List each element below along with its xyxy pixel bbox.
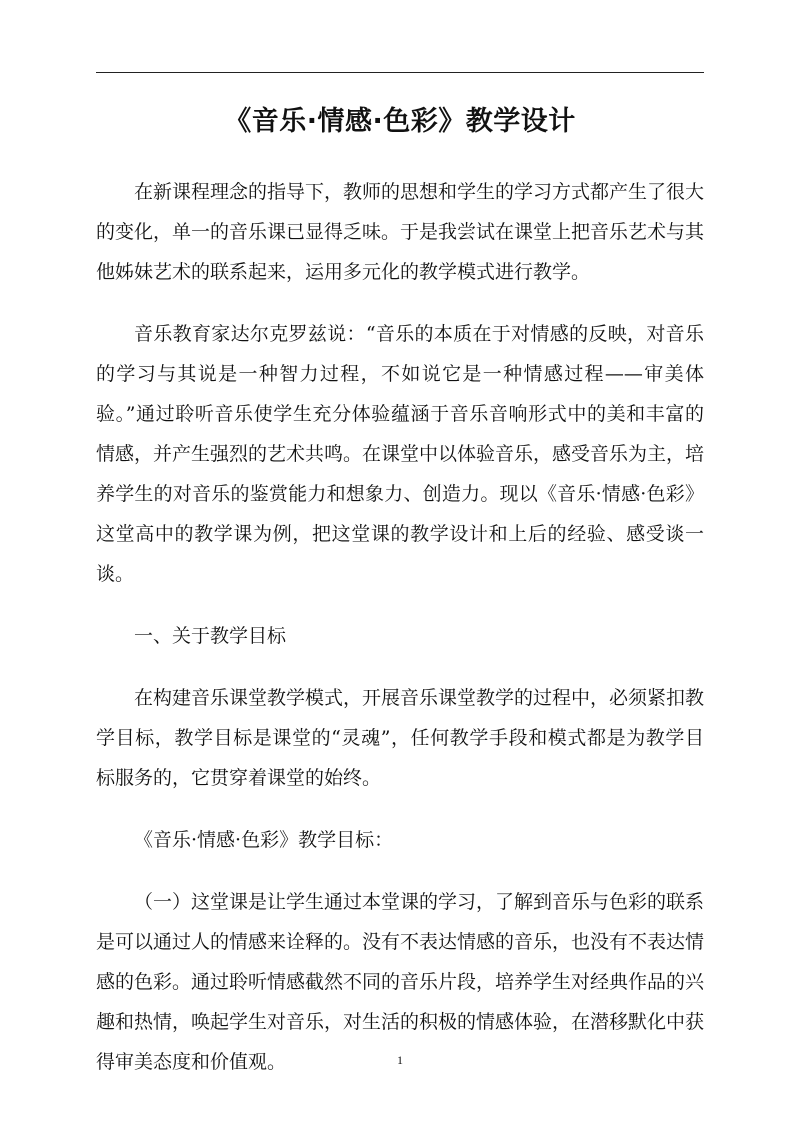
document-body xyxy=(96,172,704,1104)
paragraph-goals-label: 《音乐·情感·色彩》教学目标： xyxy=(134,829,394,851)
paragraph-intro: 在新课程理念的指导下，教师的思想和学生的学习方式都产生了很大的变化，单一的音乐课已显得乏味。于是我尝试在课堂上把音乐艺术与其他姊妹艺术的联系起来，运用多元化的教学模式进行教学。 xyxy=(96,181,705,283)
document-title: 《音乐·情感·色彩》教学设计 xyxy=(224,106,576,137)
section-heading-teaching-goals: 一、关于教学目标 xyxy=(134,625,287,647)
header-rule xyxy=(96,72,704,73)
paragraph-quote: 音乐教育家达尔克罗兹说：“音乐的本质在于对情感的反映，对音乐的学习与其说是一种智力过程，不如说它是一种情感过程——审美体验。”通过聆听音乐使学生充分体验蕴涵于音乐音响形式中的美和丰富的情感，并产生强烈的艺术共鸣。在课堂中以体验音乐，感受音乐为主，培养学生的对音乐的鉴赏能力和想象力、创造力。现以《音乐·情感·色彩》这堂高中的教学课为例，把这堂课的教学设计和上后的经验、感受谈一谈。 xyxy=(96,323,705,585)
page-number: 1 xyxy=(397,1053,403,1067)
paragraph-teaching-goals: 在构建音乐课堂教学模式，开展音乐课堂教学的过程中，必须紧扣教学目标，教学目标是课堂的“灵魂”，任何教学手段和模式都是为教学目标服务的，它贯穿着课堂的始终。 xyxy=(96,687,705,789)
paragraph-goal-one: （一）这堂课是让学生通过本堂课的学习，了解到音乐与色彩的联系是可以通过人的情感来诠释的。没有不表达情感的音乐，也没有不表达情感的色彩。通过聆听情感截然不同的音乐片段，培养学生对经典作品的兴趣和热情，唤起学生对音乐，对生活的积极的情感体验，在潜移默化中获得审美态度和价值观。 xyxy=(96,891,705,1073)
